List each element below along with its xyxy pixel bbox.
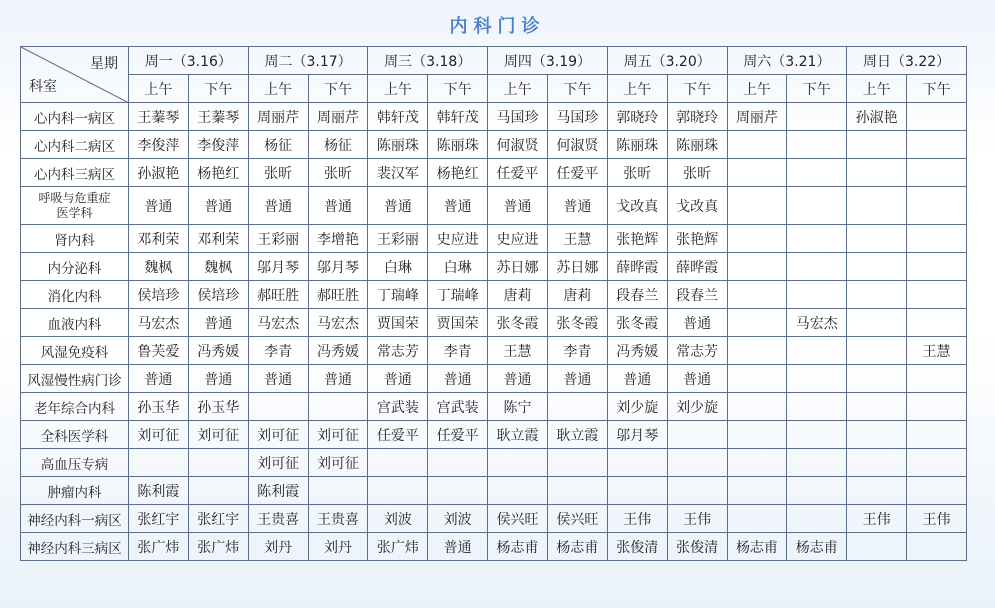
doctor-cell bbox=[787, 393, 847, 421]
doctor-cell: 刘少旋 bbox=[667, 393, 727, 421]
doctor-cell bbox=[787, 103, 847, 131]
table-row bbox=[21, 187, 967, 225]
table-row bbox=[21, 505, 967, 533]
doctor-cell bbox=[847, 309, 907, 337]
table-row bbox=[21, 533, 967, 561]
doctor-cell: 张昕 bbox=[667, 159, 727, 187]
doctor-cell: 张广炜 bbox=[188, 533, 248, 561]
doctor-cell: 王伟 bbox=[847, 505, 907, 533]
doctor-cell bbox=[847, 225, 907, 253]
doctor-cell: 贾国荣 bbox=[428, 309, 488, 337]
doctor-cell: 唐莉 bbox=[547, 281, 607, 309]
doctor-cell bbox=[667, 421, 727, 449]
doctor-cell: 邬月琴 bbox=[308, 253, 368, 281]
doctor-cell bbox=[727, 337, 787, 365]
doctor-cell: 刘可征 bbox=[308, 449, 368, 477]
doctor-cell: 刘丹 bbox=[248, 533, 308, 561]
doctor-cell: 张冬霞 bbox=[488, 309, 548, 337]
doctor-cell bbox=[727, 505, 787, 533]
morning-header: 上午 bbox=[129, 75, 189, 103]
doctor-cell: 王慧 bbox=[488, 337, 548, 365]
doctor-cell: 普通 bbox=[308, 365, 368, 393]
department-name: 肾内科 bbox=[21, 225, 129, 253]
doctor-cell: 段春兰 bbox=[607, 281, 667, 309]
doctor-cell: 马宏杰 bbox=[248, 309, 308, 337]
doctor-cell: 张俊清 bbox=[607, 533, 667, 561]
doctor-cell bbox=[727, 421, 787, 449]
header-row-days bbox=[21, 47, 967, 75]
doctor-cell bbox=[907, 533, 967, 561]
doctor-cell: 刘少旋 bbox=[607, 393, 667, 421]
doctor-cell: 刘可征 bbox=[248, 421, 308, 449]
doctor-cell: 张冬霞 bbox=[547, 309, 607, 337]
doctor-cell: 陈丽珠 bbox=[368, 131, 428, 159]
doctor-cell: 李俊萍 bbox=[129, 131, 189, 159]
doctor-cell: 杨志甫 bbox=[787, 533, 847, 561]
doctor-cell: 郭晓玲 bbox=[607, 103, 667, 131]
doctor-cell bbox=[847, 393, 907, 421]
doctor-cell bbox=[787, 159, 847, 187]
doctor-cell: 唐莉 bbox=[488, 281, 548, 309]
doctor-cell bbox=[607, 477, 667, 505]
doctor-cell bbox=[847, 159, 907, 187]
doctor-cell: 李增艳 bbox=[308, 225, 368, 253]
doctor-cell bbox=[847, 337, 907, 365]
doctor-cell bbox=[727, 131, 787, 159]
department-name: 消化内科 bbox=[21, 281, 129, 309]
corner-dept-label: 科室 bbox=[29, 79, 57, 95]
doctor-cell: 史应进 bbox=[428, 225, 488, 253]
doctor-cell: 普通 bbox=[428, 533, 488, 561]
doctor-cell bbox=[667, 449, 727, 477]
doctor-cell bbox=[428, 477, 488, 505]
header-row-ampm bbox=[21, 75, 967, 103]
morning-header: 上午 bbox=[368, 75, 428, 103]
table-row bbox=[21, 309, 967, 337]
table-row bbox=[21, 365, 967, 393]
afternoon-header: 下午 bbox=[907, 75, 967, 103]
doctor-cell: 常志芳 bbox=[667, 337, 727, 365]
table-row bbox=[21, 393, 967, 421]
doctor-cell: 杨征 bbox=[248, 131, 308, 159]
doctor-cell: 宫武装 bbox=[428, 393, 488, 421]
doctor-cell: 任爱平 bbox=[368, 421, 428, 449]
doctor-cell: 王蓁琴 bbox=[188, 103, 248, 131]
doctor-cell bbox=[727, 365, 787, 393]
doctor-cell: 杨志甫 bbox=[488, 533, 548, 561]
doctor-cell: 侯培珍 bbox=[129, 281, 189, 309]
day-header-1: 周一（3.16） bbox=[129, 47, 249, 75]
department-name: 血液内科 bbox=[21, 309, 129, 337]
doctor-cell bbox=[907, 309, 967, 337]
doctor-cell: 王伟 bbox=[667, 505, 727, 533]
doctor-cell: 张俊清 bbox=[667, 533, 727, 561]
doctor-cell: 普通 bbox=[547, 187, 607, 225]
department-name: 风湿免疫科 bbox=[21, 337, 129, 365]
doctor-cell: 张昕 bbox=[248, 159, 308, 187]
doctor-cell: 张广炜 bbox=[129, 533, 189, 561]
department-name: 全科医学科 bbox=[21, 421, 129, 449]
doctor-cell: 普通 bbox=[488, 365, 548, 393]
doctor-cell: 郝旺胜 bbox=[248, 281, 308, 309]
doctor-cell bbox=[907, 449, 967, 477]
doctor-cell: 王彩丽 bbox=[248, 225, 308, 253]
doctor-cell: 魏枫 bbox=[188, 253, 248, 281]
doctor-cell: 丁瑞峰 bbox=[368, 281, 428, 309]
doctor-cell bbox=[667, 477, 727, 505]
doctor-cell: 马宏杰 bbox=[129, 309, 189, 337]
afternoon-header: 下午 bbox=[188, 75, 248, 103]
doctor-cell: 王慧 bbox=[907, 337, 967, 365]
doctor-cell: 何淑贤 bbox=[488, 131, 548, 159]
doctor-cell bbox=[907, 103, 967, 131]
doctor-cell: 王慧 bbox=[547, 225, 607, 253]
afternoon-header: 下午 bbox=[547, 75, 607, 103]
doctor-cell: 耿立霞 bbox=[547, 421, 607, 449]
doctor-cell bbox=[727, 477, 787, 505]
morning-header: 上午 bbox=[727, 75, 787, 103]
doctor-cell: 刘可征 bbox=[308, 421, 368, 449]
doctor-cell bbox=[787, 365, 847, 393]
doctor-cell: 邓利荣 bbox=[188, 225, 248, 253]
doctor-cell bbox=[129, 449, 189, 477]
doctor-cell: 陈丽珠 bbox=[428, 131, 488, 159]
doctor-cell bbox=[727, 253, 787, 281]
doctor-cell: 周丽芹 bbox=[308, 103, 368, 131]
doctor-cell bbox=[847, 131, 907, 159]
doctor-cell: 苏日娜 bbox=[488, 253, 548, 281]
table-row bbox=[21, 281, 967, 309]
doctor-cell bbox=[787, 187, 847, 225]
doctor-cell bbox=[787, 337, 847, 365]
doctor-cell bbox=[787, 449, 847, 477]
doctor-cell: 丁瑞峰 bbox=[428, 281, 488, 309]
table-row bbox=[21, 225, 967, 253]
afternoon-header: 下午 bbox=[308, 75, 368, 103]
doctor-cell bbox=[368, 449, 428, 477]
corner-weekday-label: 星期 bbox=[90, 56, 118, 72]
doctor-cell: 韩轩茂 bbox=[368, 103, 428, 131]
doctor-cell: 陈丽珠 bbox=[607, 131, 667, 159]
doctor-cell bbox=[368, 477, 428, 505]
doctor-cell: 刘波 bbox=[428, 505, 488, 533]
doctor-cell: 段春兰 bbox=[667, 281, 727, 309]
doctor-cell bbox=[907, 421, 967, 449]
doctor-cell: 周丽芹 bbox=[248, 103, 308, 131]
doctor-cell bbox=[847, 477, 907, 505]
table-row bbox=[21, 131, 967, 159]
doctor-cell bbox=[907, 225, 967, 253]
doctor-cell: 普通 bbox=[248, 365, 308, 393]
doctor-cell: 王蓁琴 bbox=[129, 103, 189, 131]
doctor-cell bbox=[308, 477, 368, 505]
doctor-cell: 任爱平 bbox=[488, 159, 548, 187]
doctor-cell bbox=[787, 225, 847, 253]
day-header-2: 周二（3.17） bbox=[248, 47, 368, 75]
doctor-cell bbox=[907, 281, 967, 309]
doctor-cell: 孙玉华 bbox=[129, 393, 189, 421]
doctor-cell bbox=[847, 253, 907, 281]
department-name: 心内科二病区 bbox=[21, 131, 129, 159]
doctor-cell bbox=[188, 449, 248, 477]
doctor-cell: 薛晔霞 bbox=[607, 253, 667, 281]
doctor-cell: 普通 bbox=[308, 187, 368, 225]
doctor-cell: 白琳 bbox=[428, 253, 488, 281]
doctor-cell bbox=[428, 449, 488, 477]
day-header-6: 周六（3.21） bbox=[727, 47, 847, 75]
doctor-cell: 王伟 bbox=[607, 505, 667, 533]
doctor-cell: 王彩丽 bbox=[368, 225, 428, 253]
doctor-cell: 张艳辉 bbox=[667, 225, 727, 253]
table-row bbox=[21, 103, 967, 131]
doctor-cell: 苏日娜 bbox=[547, 253, 607, 281]
doctor-cell bbox=[488, 449, 548, 477]
table-row bbox=[21, 477, 967, 505]
day-header-5: 周五（3.20） bbox=[607, 47, 727, 75]
doctor-cell: 杨艳红 bbox=[428, 159, 488, 187]
doctor-cell: 李俊萍 bbox=[188, 131, 248, 159]
doctor-cell bbox=[727, 159, 787, 187]
doctor-cell: 刘丹 bbox=[308, 533, 368, 561]
doctor-cell: 韩轩茂 bbox=[428, 103, 488, 131]
doctor-cell bbox=[907, 393, 967, 421]
doctor-cell: 王贵喜 bbox=[248, 505, 308, 533]
doctor-cell: 杨艳红 bbox=[188, 159, 248, 187]
doctor-cell: 陈丽珠 bbox=[667, 131, 727, 159]
doctor-cell: 何淑贤 bbox=[547, 131, 607, 159]
doctor-cell bbox=[248, 393, 308, 421]
doctor-cell bbox=[488, 477, 548, 505]
doctor-cell: 陈利霞 bbox=[129, 477, 189, 505]
doctor-cell: 贾国荣 bbox=[368, 309, 428, 337]
doctor-cell: 普通 bbox=[547, 365, 607, 393]
doctor-cell: 鲁芙爱 bbox=[129, 337, 189, 365]
doctor-cell: 耿立霞 bbox=[488, 421, 548, 449]
doctor-cell bbox=[907, 365, 967, 393]
doctor-cell: 普通 bbox=[248, 187, 308, 225]
doctor-cell: 邬月琴 bbox=[607, 421, 667, 449]
doctor-cell: 常志芳 bbox=[368, 337, 428, 365]
doctor-cell bbox=[547, 393, 607, 421]
doctor-cell bbox=[847, 281, 907, 309]
department-name: 心内科三病区 bbox=[21, 159, 129, 187]
doctor-cell: 裴汉军 bbox=[368, 159, 428, 187]
doctor-cell: 马国珍 bbox=[547, 103, 607, 131]
doctor-cell: 张昕 bbox=[607, 159, 667, 187]
table-row bbox=[21, 421, 967, 449]
morning-header: 上午 bbox=[607, 75, 667, 103]
corner-cell bbox=[21, 47, 129, 103]
day-header-4: 周四（3.19） bbox=[488, 47, 608, 75]
doctor-cell bbox=[787, 253, 847, 281]
doctor-cell: 冯秀媛 bbox=[188, 337, 248, 365]
doctor-cell: 薛晔霞 bbox=[667, 253, 727, 281]
doctor-cell: 普通 bbox=[188, 365, 248, 393]
table-row bbox=[21, 449, 967, 477]
doctor-cell: 杨征 bbox=[308, 131, 368, 159]
doctor-cell: 普通 bbox=[428, 365, 488, 393]
doctor-cell: 邓利荣 bbox=[129, 225, 189, 253]
doctor-cell: 任爱平 bbox=[428, 421, 488, 449]
doctor-cell bbox=[308, 393, 368, 421]
doctor-cell: 马宏杰 bbox=[308, 309, 368, 337]
department-name: 心内科一病区 bbox=[21, 103, 129, 131]
doctor-cell bbox=[727, 281, 787, 309]
doctor-cell bbox=[907, 253, 967, 281]
doctor-cell: 陈宁 bbox=[488, 393, 548, 421]
morning-header: 上午 bbox=[488, 75, 548, 103]
doctor-cell: 郝旺胜 bbox=[308, 281, 368, 309]
doctor-cell: 张红宇 bbox=[129, 505, 189, 533]
doctor-cell bbox=[787, 505, 847, 533]
doctor-cell: 戈改真 bbox=[667, 187, 727, 225]
doctor-cell bbox=[547, 449, 607, 477]
schedule-table bbox=[20, 46, 967, 561]
doctor-cell bbox=[847, 187, 907, 225]
doctor-cell bbox=[727, 187, 787, 225]
doctor-cell: 冯秀媛 bbox=[308, 337, 368, 365]
doctor-cell bbox=[847, 449, 907, 477]
doctor-cell bbox=[787, 477, 847, 505]
doctor-cell bbox=[727, 309, 787, 337]
department-name: 肿瘤内科 bbox=[21, 477, 129, 505]
table-row bbox=[21, 337, 967, 365]
doctor-cell: 侯兴旺 bbox=[547, 505, 607, 533]
morning-header: 上午 bbox=[847, 75, 907, 103]
doctor-cell bbox=[907, 477, 967, 505]
table-row bbox=[21, 159, 967, 187]
afternoon-header: 下午 bbox=[667, 75, 727, 103]
doctor-cell: 孙淑艳 bbox=[129, 159, 189, 187]
morning-header: 上午 bbox=[248, 75, 308, 103]
doctor-cell: 史应进 bbox=[488, 225, 548, 253]
afternoon-header: 下午 bbox=[428, 75, 488, 103]
doctor-cell: 普通 bbox=[188, 309, 248, 337]
doctor-cell bbox=[787, 421, 847, 449]
doctor-cell: 冯秀媛 bbox=[607, 337, 667, 365]
doctor-cell bbox=[907, 159, 967, 187]
department-name: 呼吸与危重症医学科 bbox=[21, 187, 129, 225]
doctor-cell bbox=[727, 225, 787, 253]
doctor-cell: 普通 bbox=[488, 187, 548, 225]
department-name: 神经内科三病区 bbox=[21, 533, 129, 561]
doctor-cell: 李青 bbox=[547, 337, 607, 365]
doctor-cell: 杨志甫 bbox=[727, 533, 787, 561]
doctor-cell: 普通 bbox=[607, 365, 667, 393]
afternoon-header: 下午 bbox=[787, 75, 847, 103]
doctor-cell bbox=[907, 187, 967, 225]
doctor-cell: 周丽芹 bbox=[727, 103, 787, 131]
doctor-cell: 刘可征 bbox=[248, 449, 308, 477]
doctor-cell bbox=[847, 533, 907, 561]
doctor-cell: 马国珍 bbox=[488, 103, 548, 131]
doctor-cell bbox=[787, 281, 847, 309]
doctor-cell: 张冬霞 bbox=[607, 309, 667, 337]
doctor-cell bbox=[607, 449, 667, 477]
table-row bbox=[21, 253, 967, 281]
doctor-cell: 李青 bbox=[428, 337, 488, 365]
doctor-cell: 侯兴旺 bbox=[488, 505, 548, 533]
doctor-cell: 普通 bbox=[667, 365, 727, 393]
doctor-cell: 杨志甫 bbox=[547, 533, 607, 561]
doctor-cell: 李青 bbox=[248, 337, 308, 365]
doctor-cell: 张广炜 bbox=[368, 533, 428, 561]
doctor-cell: 刘可征 bbox=[129, 421, 189, 449]
department-name: 老年综合内科 bbox=[21, 393, 129, 421]
doctor-cell: 白琳 bbox=[368, 253, 428, 281]
doctor-cell bbox=[727, 393, 787, 421]
doctor-cell: 普通 bbox=[188, 187, 248, 225]
department-name: 神经内科一病区 bbox=[21, 505, 129, 533]
doctor-cell: 普通 bbox=[129, 365, 189, 393]
doctor-cell: 王贵喜 bbox=[308, 505, 368, 533]
doctor-cell: 陈利霞 bbox=[248, 477, 308, 505]
department-name: 风湿慢性病门诊 bbox=[21, 365, 129, 393]
doctor-cell: 戈改真 bbox=[607, 187, 667, 225]
doctor-cell: 普通 bbox=[667, 309, 727, 337]
doctor-cell bbox=[847, 365, 907, 393]
doctor-cell: 刘可征 bbox=[188, 421, 248, 449]
doctor-cell: 马宏杰 bbox=[787, 309, 847, 337]
doctor-cell: 侯培珍 bbox=[188, 281, 248, 309]
doctor-cell bbox=[188, 477, 248, 505]
doctor-cell: 张艳辉 bbox=[607, 225, 667, 253]
doctor-cell: 孙玉华 bbox=[188, 393, 248, 421]
doctor-cell: 宫武装 bbox=[368, 393, 428, 421]
page-title: 内科门诊 bbox=[449, 16, 546, 37]
doctor-cell: 郭晓玲 bbox=[667, 103, 727, 131]
doctor-cell: 邬月琴 bbox=[248, 253, 308, 281]
doctor-cell: 张昕 bbox=[308, 159, 368, 187]
doctor-cell bbox=[547, 477, 607, 505]
doctor-cell: 魏枫 bbox=[129, 253, 189, 281]
doctor-cell: 普通 bbox=[368, 187, 428, 225]
doctor-cell bbox=[907, 131, 967, 159]
doctor-cell bbox=[727, 449, 787, 477]
doctor-cell: 任爱平 bbox=[547, 159, 607, 187]
doctor-cell: 王伟 bbox=[907, 505, 967, 533]
doctor-cell: 张红宇 bbox=[188, 505, 248, 533]
doctor-cell bbox=[787, 131, 847, 159]
doctor-cell: 普通 bbox=[129, 187, 189, 225]
day-header-3: 周三（3.18） bbox=[368, 47, 488, 75]
doctor-cell: 刘波 bbox=[368, 505, 428, 533]
day-header-7: 周日（3.22） bbox=[847, 47, 967, 75]
doctor-cell: 孙淑艳 bbox=[847, 103, 907, 131]
doctor-cell bbox=[847, 421, 907, 449]
doctor-cell: 普通 bbox=[368, 365, 428, 393]
doctor-cell: 普通 bbox=[428, 187, 488, 225]
department-name: 高血压专病 bbox=[21, 449, 129, 477]
department-name: 内分泌科 bbox=[21, 253, 129, 281]
